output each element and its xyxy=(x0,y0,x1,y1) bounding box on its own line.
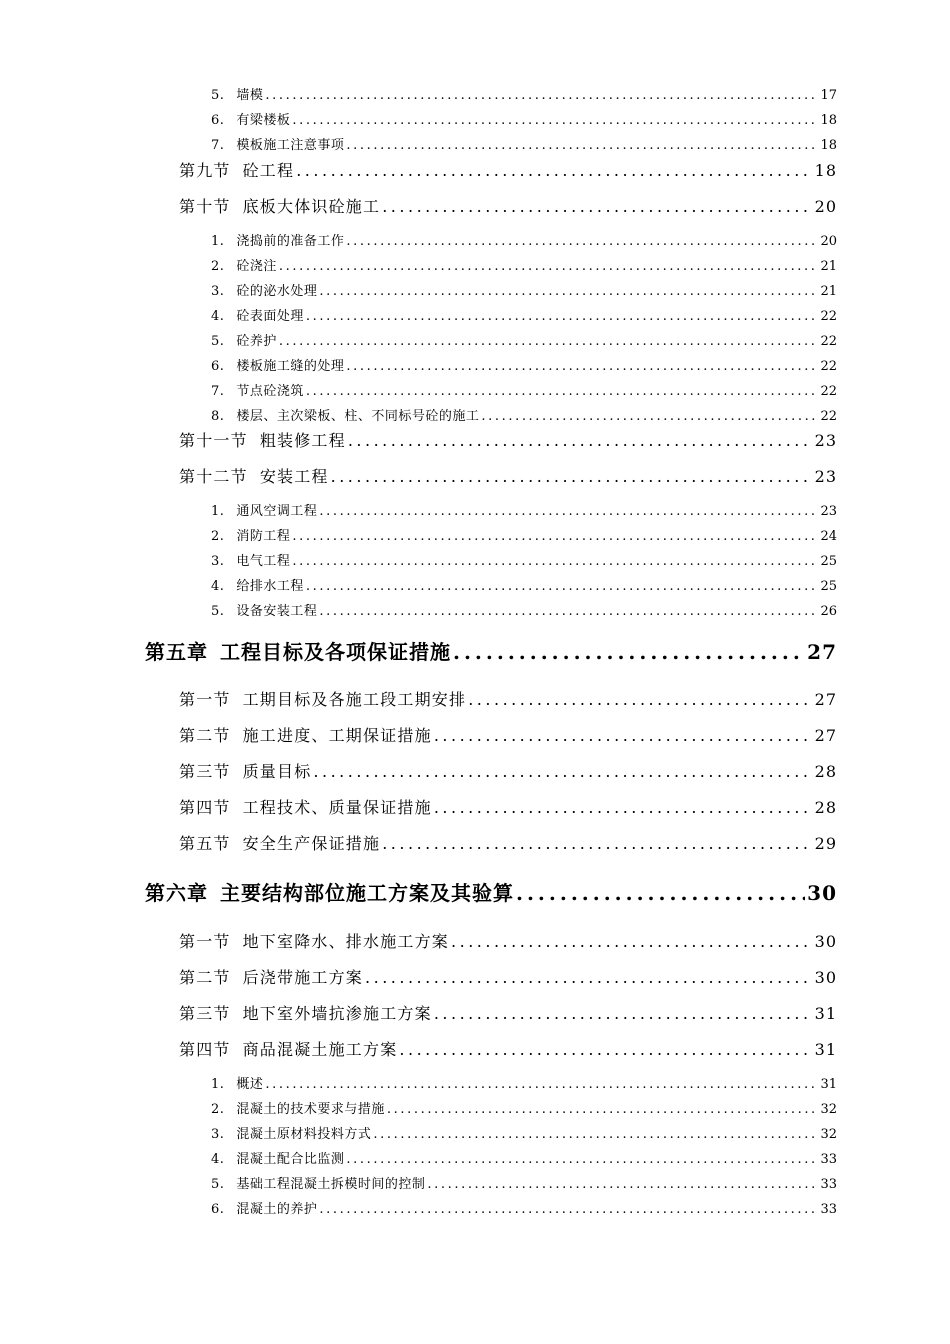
toc-entry-number: 3. xyxy=(211,554,225,569)
toc-entry-text: 粗装修工程 xyxy=(259,431,346,450)
toc-entry-item[interactable] xyxy=(211,1148,837,1167)
toc-entry-page: 31 xyxy=(814,1004,837,1023)
toc-entry-title xyxy=(179,965,363,988)
toc-entry-page: 31 xyxy=(820,1077,837,1092)
dot-leader xyxy=(306,309,819,324)
toc-entry-page: 18 xyxy=(814,161,837,180)
toc-entry-number: 5. xyxy=(211,88,225,103)
toc-entry-title xyxy=(179,687,466,710)
toc-entry-page: 28 xyxy=(814,798,837,817)
toc-entry-number: 6. xyxy=(211,359,225,374)
toc-entry-page: 22 xyxy=(820,359,837,374)
toc-entry-item[interactable] xyxy=(211,525,837,544)
toc-entry-title xyxy=(179,1037,397,1060)
toc-entry-number: 第五章 xyxy=(145,640,208,664)
toc-entry-title xyxy=(145,636,451,665)
toc-entry-number: 第二节 xyxy=(179,726,231,745)
toc-entry-page: 23 xyxy=(814,431,837,450)
toc-entry-number: 4. xyxy=(211,309,225,324)
toc-entry-title xyxy=(211,84,263,103)
toc-entry-sec[interactable] xyxy=(179,464,837,487)
toc-entry-number: 1. xyxy=(211,234,225,249)
toc-entry-item[interactable] xyxy=(211,330,837,349)
dot-leader xyxy=(319,604,818,619)
dot-leader xyxy=(451,932,813,951)
dot-leader xyxy=(331,467,813,486)
toc-entry-title xyxy=(145,877,514,906)
toc-entry-number: 第十一节 xyxy=(179,431,248,450)
toc-entry-page: 22 xyxy=(820,334,837,349)
toc-entry-sec[interactable] xyxy=(179,428,837,451)
toc-entry-chap[interactable] xyxy=(145,877,837,906)
toc-entry-title xyxy=(211,1123,371,1142)
toc-entry-text: 节点砼浇筑 xyxy=(236,384,304,399)
toc-entry-title xyxy=(211,305,304,324)
toc-entry-number: 1. xyxy=(211,1077,225,1092)
toc-entry-item[interactable] xyxy=(211,575,837,594)
dot-leader xyxy=(434,1004,813,1023)
toc-entry-title xyxy=(179,929,449,952)
toc-entry-page: 29 xyxy=(814,834,837,853)
dot-leader xyxy=(481,409,818,424)
toc-entry-text: 浇捣前的准备工作 xyxy=(236,234,345,249)
dot-leader xyxy=(382,834,812,853)
toc-entry-number: 3. xyxy=(211,1127,225,1142)
toc-entry-title xyxy=(211,330,277,349)
dot-leader xyxy=(365,968,813,987)
toc-entry-page: 21 xyxy=(820,284,837,299)
dot-leader xyxy=(453,640,805,664)
toc-entry-text: 砼的泌水处理 xyxy=(236,284,318,299)
toc-entry-number: 第一节 xyxy=(179,932,231,951)
toc-entry-number: 第九节 xyxy=(179,161,231,180)
toc-entry-item[interactable] xyxy=(211,1173,837,1192)
toc-entry-text: 工期目标及各施工段工期安排 xyxy=(242,690,467,709)
toc-entry-page: 33 xyxy=(820,1177,837,1192)
dot-leader xyxy=(434,798,813,817)
toc-entry-text: 砼养护 xyxy=(236,334,277,349)
toc-entry-number: 第一节 xyxy=(179,690,231,709)
toc-entry-text: 墙模 xyxy=(236,88,264,103)
toc-entry-text: 楼板施工缝的处理 xyxy=(236,359,345,374)
toc-entry-text: 主要结构部位施工方案及其验算 xyxy=(220,881,514,905)
toc-entry-page: 27 xyxy=(814,726,837,745)
toc-entry-page: 30 xyxy=(814,932,837,951)
toc-entry-title xyxy=(179,759,311,782)
toc-entry-text: 有梁楼板 xyxy=(236,113,291,128)
toc-entry-text: 后浇带施工方案 xyxy=(242,968,364,987)
toc-entry-title xyxy=(211,280,317,299)
toc-entry-page: 22 xyxy=(820,384,837,399)
toc-entry-number: 3. xyxy=(211,284,225,299)
toc-entry-title xyxy=(211,575,304,594)
toc-entry-page: 22 xyxy=(820,409,837,424)
toc-entry-text: 混凝土的养护 xyxy=(236,1202,318,1217)
toc-entry-title xyxy=(179,723,432,746)
toc-entry-sec[interactable] xyxy=(179,1001,837,1024)
toc-entry-number: 5. xyxy=(211,1177,225,1192)
dot-leader xyxy=(279,334,819,349)
toc-entry-page: 20 xyxy=(814,197,837,216)
toc-entry-number: 4. xyxy=(211,1152,225,1167)
toc-entry-text: 安全生产保证措施 xyxy=(242,834,381,853)
dot-leader xyxy=(292,554,818,569)
toc-entry-page: 32 xyxy=(820,1102,837,1117)
toc-entry-item[interactable] xyxy=(211,1123,837,1142)
toc-entry-title xyxy=(211,500,317,519)
toc-entry-page: 33 xyxy=(820,1202,837,1217)
toc-entry-text: 地下室外墙抗渗施工方案 xyxy=(242,1004,432,1023)
toc-entry-text: 电气工程 xyxy=(236,554,291,569)
toc-entry-sec[interactable] xyxy=(179,965,837,988)
dot-leader xyxy=(306,579,819,594)
toc-entry-title xyxy=(211,405,479,424)
toc-entry-number: 第二节 xyxy=(179,968,231,987)
toc-entry-page: 32 xyxy=(820,1127,837,1142)
toc-entry-text: 基础工程混凝土拆模时间的控制 xyxy=(236,1177,426,1192)
toc-entry-number: 第五节 xyxy=(179,834,231,853)
toc-entry-number: 8. xyxy=(211,409,225,424)
toc-entry-number: 第三节 xyxy=(179,762,231,781)
toc-entry-text: 楼层、主次梁板、柱、不同标号砼的施工 xyxy=(236,409,480,424)
dot-leader xyxy=(373,1127,818,1142)
dot-leader xyxy=(292,529,818,544)
toc-entry-text: 消防工程 xyxy=(236,529,291,544)
toc-entry-title xyxy=(179,194,380,217)
toc-entry-number: 第三节 xyxy=(179,1004,231,1023)
toc-entry-number: 6. xyxy=(211,1202,225,1217)
toc-entry-number: 4. xyxy=(211,579,225,594)
toc-entry-title xyxy=(179,464,329,487)
toc-entry-text: 地下室降水、排水施工方案 xyxy=(242,932,450,951)
toc-entry-text: 质量目标 xyxy=(242,762,312,781)
toc-entry-number: 第十节 xyxy=(179,197,231,216)
toc-entry-item[interactable] xyxy=(211,380,837,399)
toc-entry-page: 26 xyxy=(820,604,837,619)
toc-entry-title xyxy=(211,1173,425,1192)
toc-entry-text: 给排水工程 xyxy=(236,579,304,594)
toc-entry-text: 混凝土的技术要求与措施 xyxy=(236,1102,385,1117)
toc-entry-title xyxy=(179,158,294,181)
toc-entry-text: 模板施工注意事项 xyxy=(236,138,345,153)
dot-leader xyxy=(265,1077,818,1092)
toc-entry-text: 工程技术、质量保证措施 xyxy=(242,798,432,817)
toc-entry-number: 5. xyxy=(211,604,225,619)
toc-entry-number: 6. xyxy=(211,113,225,128)
toc-entry-page: 31 xyxy=(814,1040,837,1059)
toc-entry-page: 27 xyxy=(814,690,837,709)
toc-entry-page: 21 xyxy=(820,259,837,274)
toc-entry-sec[interactable] xyxy=(179,687,837,710)
toc-entry-text: 通风空调工程 xyxy=(236,504,318,519)
dot-leader xyxy=(313,762,812,781)
dot-leader xyxy=(382,197,812,216)
dot-leader xyxy=(306,384,819,399)
dot-leader xyxy=(348,431,813,450)
toc-entry-title xyxy=(211,355,344,374)
dot-leader xyxy=(346,359,818,374)
toc-entry-page: 23 xyxy=(814,467,837,486)
dot-leader xyxy=(468,690,812,709)
dot-leader xyxy=(387,1102,819,1117)
dot-leader xyxy=(346,138,818,153)
toc-entry-title xyxy=(211,1198,317,1217)
toc-entry-number: 2. xyxy=(211,1102,225,1117)
toc-entry-item[interactable] xyxy=(211,280,837,299)
toc-entry-title xyxy=(179,795,432,818)
dot-leader xyxy=(346,234,818,249)
toc-entry-text: 砼表面处理 xyxy=(236,309,304,324)
toc-entry-text: 混凝土原材料投料方式 xyxy=(236,1127,372,1142)
toc-entry-item[interactable] xyxy=(211,500,837,519)
toc-entry-title xyxy=(211,255,277,274)
toc-entry-title xyxy=(211,1073,263,1092)
toc-entry-sec[interactable] xyxy=(179,723,837,746)
dot-leader xyxy=(319,284,818,299)
toc-entry-item[interactable] xyxy=(211,1198,837,1217)
toc-entry-page: 30 xyxy=(814,968,837,987)
toc-entry-title xyxy=(211,1098,385,1117)
toc-entry-item[interactable] xyxy=(211,255,837,274)
dot-leader xyxy=(346,1152,818,1167)
toc-entry-text: 混凝土配合比监测 xyxy=(236,1152,345,1167)
dot-leader xyxy=(292,113,818,128)
toc-entry-page: 30 xyxy=(807,881,837,905)
toc-entry-number: 5. xyxy=(211,334,225,349)
toc-entry-number: 第四节 xyxy=(179,1040,231,1059)
toc-entry-page: 28 xyxy=(814,762,837,781)
toc-entry-title xyxy=(211,1148,344,1167)
toc-entry-title xyxy=(211,109,290,128)
toc-entry-text: 设备安装工程 xyxy=(236,604,318,619)
dot-leader xyxy=(434,726,813,745)
toc-entry-number: 7. xyxy=(211,384,225,399)
toc-entry-sec[interactable] xyxy=(179,194,837,217)
toc-entry-page: 25 xyxy=(820,554,837,569)
toc-entry-page: 17 xyxy=(820,88,837,103)
toc-entry-item[interactable] xyxy=(211,230,837,249)
toc-entry-item[interactable] xyxy=(211,355,837,374)
toc-entry-text: 概述 xyxy=(236,1077,264,1092)
toc-entry-item[interactable] xyxy=(211,305,837,324)
toc-entry-text: 安装工程 xyxy=(259,467,329,486)
toc-entry-sec[interactable] xyxy=(179,795,837,818)
toc-entry-title xyxy=(211,134,344,153)
toc-entry-number: 2. xyxy=(211,529,225,544)
toc-entry-title xyxy=(211,230,344,249)
toc-entry-title xyxy=(179,428,346,451)
toc-entry-page: 25 xyxy=(820,579,837,594)
toc-entry-title xyxy=(211,550,290,569)
toc-entry-page: 24 xyxy=(820,529,837,544)
toc-entry-item[interactable] xyxy=(211,550,837,569)
toc-entry-page: 27 xyxy=(807,640,837,664)
toc-entry-number: 7. xyxy=(211,138,225,153)
toc-entry-item[interactable] xyxy=(211,600,837,619)
toc-entry-title xyxy=(179,1001,432,1024)
toc-entry-text: 施工进度、工期保证措施 xyxy=(242,726,432,745)
toc-entry-title xyxy=(211,525,290,544)
toc-entry-text: 底板大体识砼施工 xyxy=(242,197,381,216)
toc-entry-title xyxy=(211,600,317,619)
toc-entry-number: 第四节 xyxy=(179,798,231,817)
toc-entry-page: 22 xyxy=(820,309,837,324)
toc-entry-chap[interactable] xyxy=(145,636,837,665)
dot-leader xyxy=(319,504,818,519)
dot-leader xyxy=(399,1040,812,1059)
toc-entry-item[interactable] xyxy=(211,1073,837,1092)
dot-leader xyxy=(296,161,812,180)
toc-entry-item[interactable] xyxy=(211,84,837,103)
toc-entry-page: 23 xyxy=(820,504,837,519)
dot-leader xyxy=(265,88,818,103)
toc-entry-sec[interactable] xyxy=(179,158,837,181)
toc-entry-text: 商品混凝土施工方案 xyxy=(242,1040,398,1059)
dot-leader xyxy=(516,881,805,905)
toc-entry-item[interactable] xyxy=(211,134,837,153)
dot-leader xyxy=(319,1202,818,1217)
toc-entry-title xyxy=(211,380,304,399)
toc-entry-item[interactable] xyxy=(211,405,837,424)
toc-entry-sec[interactable] xyxy=(179,929,837,952)
toc-entry-sec[interactable] xyxy=(179,759,837,782)
toc-entry-page: 18 xyxy=(820,138,837,153)
dot-leader xyxy=(427,1177,818,1192)
toc-entry-sec[interactable] xyxy=(179,1037,837,1060)
toc-entry-page: 18 xyxy=(820,113,837,128)
toc-entry-title xyxy=(179,831,380,854)
toc-entry-item[interactable] xyxy=(211,109,837,128)
toc-entry-number: 1. xyxy=(211,504,225,519)
toc-entry-number: 第十二节 xyxy=(179,467,248,486)
toc-entry-text: 砼工程 xyxy=(242,161,295,180)
toc-entry-text: 工程目标及各项保证措施 xyxy=(220,640,451,664)
toc-entry-item[interactable] xyxy=(211,1098,837,1117)
toc-entry-text: 砼浇注 xyxy=(236,259,277,274)
toc-entry-number: 第六章 xyxy=(145,881,208,905)
toc-entry-page: 20 xyxy=(820,234,837,249)
toc-entry-page: 33 xyxy=(820,1152,837,1167)
toc-entry-number: 2. xyxy=(211,259,225,274)
dot-leader xyxy=(279,259,819,274)
toc-entry-sec[interactable] xyxy=(179,831,837,854)
